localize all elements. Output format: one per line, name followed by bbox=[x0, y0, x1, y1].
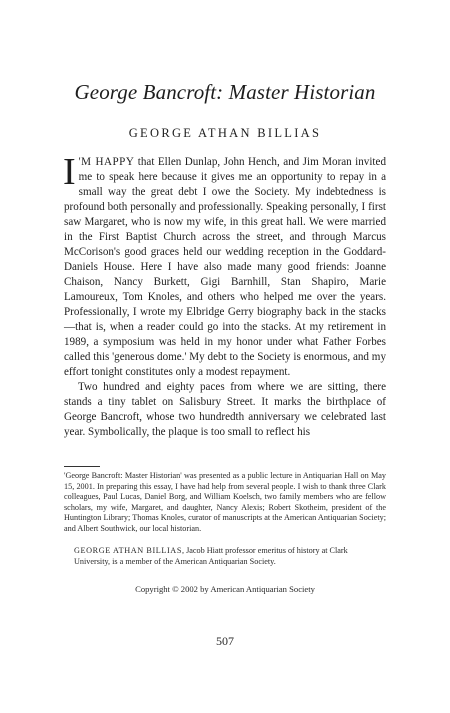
drop-cap: I bbox=[63, 151, 76, 193]
page-number: 507 bbox=[216, 634, 234, 648]
author-byline: GEORGE ATHAN BILLIAS bbox=[128, 126, 322, 140]
article-body bbox=[63, 151, 386, 440]
bio-name: GEORGE ATHAN BILLIAS bbox=[74, 546, 182, 555]
copyright-line: Copyright © 2002 by American Antiquarian Society bbox=[135, 584, 315, 594]
opening-smallcaps: 'M HAPPY bbox=[78, 156, 135, 168]
paragraph-1 bbox=[63, 151, 386, 380]
footnote-rule bbox=[64, 466, 100, 467]
paragraph-1-text: that Ellen Dunlap, John Hench, and Jim Moran invited me to speak here because it gives me an opportunity to repay in a small way the great debt I owe the Society. My indebtedness is profound both personally and professionally. Speaking personally, I first saw Margaret, who is now my wife, in this great hall. We were married in the First Baptist Church across the street, and through Marcus McCorison's good graces held our wedding reception in the Goddard-Daniels House. Here I have also made many good friends: Joanne Chaison, Nancy Burkett, Gigi Barnhill, Stan Shapiro, Marie Lamoureux, Tom Knoles, and others who helped me over the years. Professionally, I wrote my Elbridge Gerry biography back in the stacks—that is, when a reader could go into the stacks. At my retirement in 1989, a symposium was held in my honor under what Father Forbes called this 'generous dome.' My debt to the Society is enormous, and my effort tonight constitutes only a modest repayment. bbox=[64, 156, 386, 378]
paragraph-2: Two hundred and eighty paces from where we are sitting, there stands a tiny tablet on Salisbury Street. It marks the birthplace of George Bancroft, whose two hundredth anniversary we celebrated last year. Symbolically, the plaque is too small to reflect his bbox=[64, 381, 386, 438]
author-bio bbox=[74, 546, 384, 568]
bio-text: , Jacob Hiatt professor emeritus of history at Clark University, is a member of the American Antiquarian Society. bbox=[74, 546, 348, 566]
article-title: George Bancroft: Master Historian bbox=[74, 80, 376, 104]
footnote: 'George Bancroft: Master Historian' was presented as a public lecture in Antiquarian Hall on May 15, 2001. In preparing this essay, I have had help from several people. I wish to thank three Clark colleagues, Paul Lucas, Daniel Borg, and William Koelsch, two family members who are fellow scholars, my wife, Margaret, and daughter, Nancy Alexis; Robert Skotheim, president of the Huntington Library; Thomas Knoles, curator of manuscripts at the American Antiquarian Society; and Albert Southwick, our local historian. bbox=[64, 471, 386, 533]
